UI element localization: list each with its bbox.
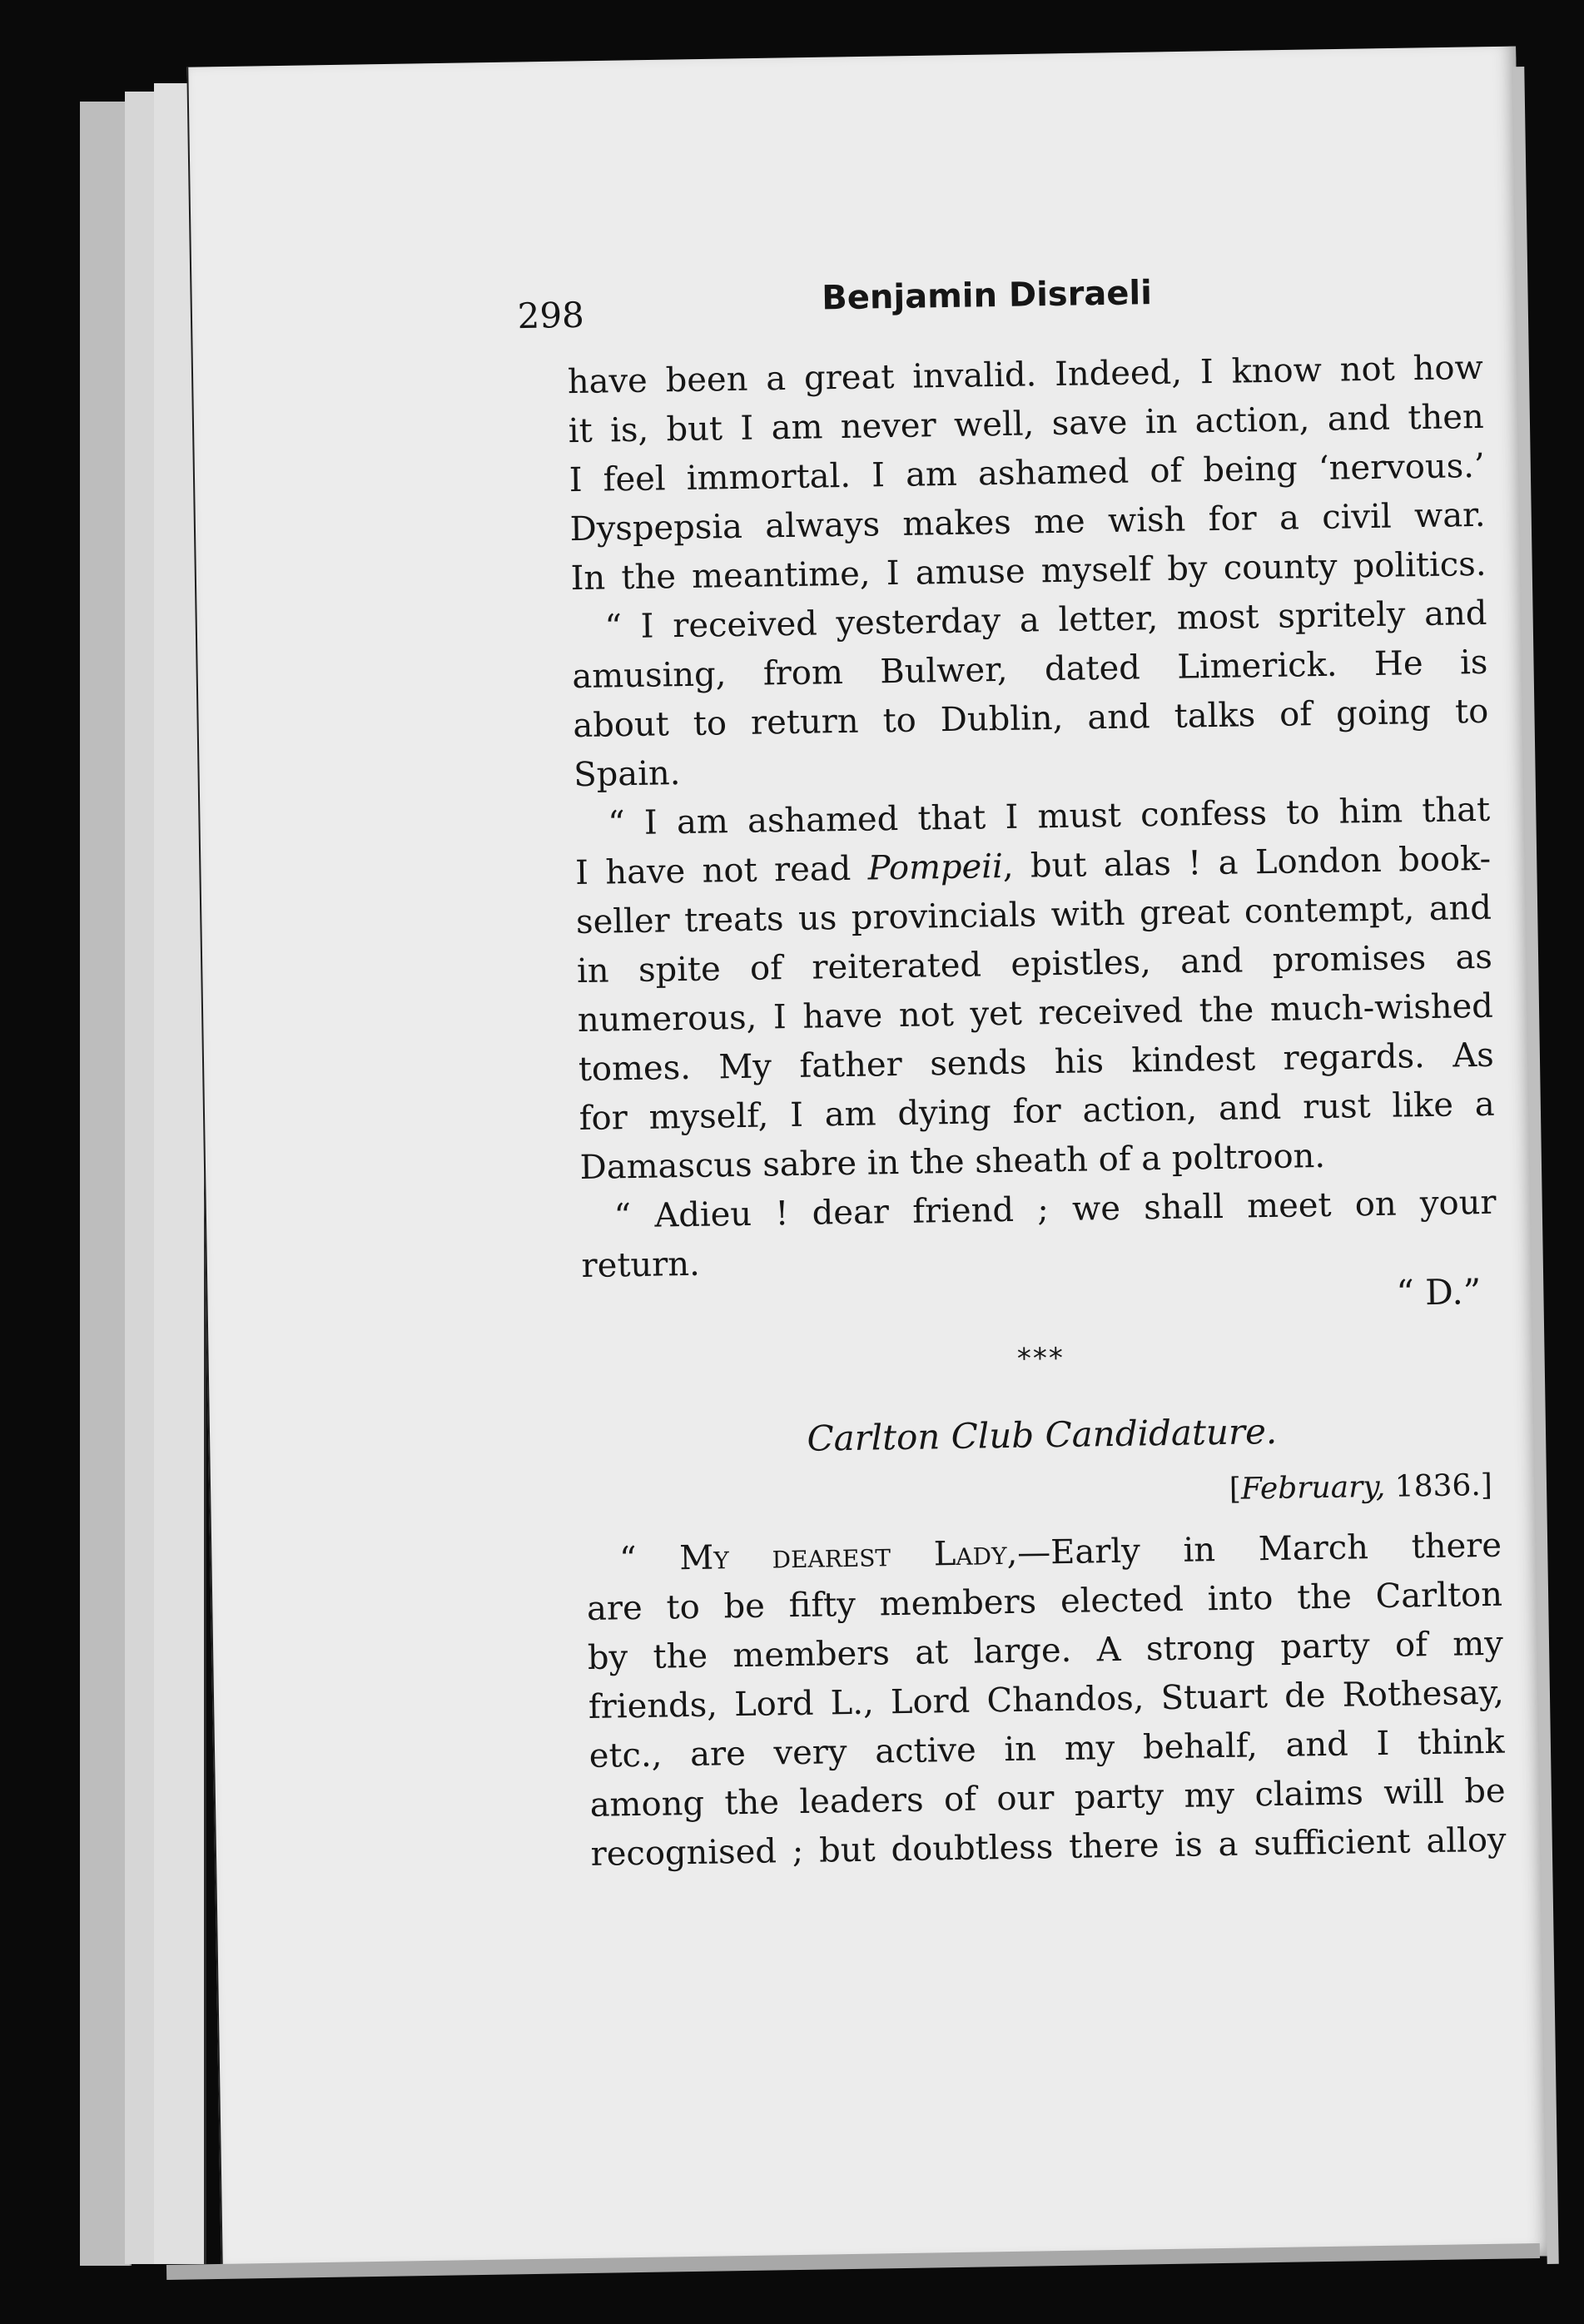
dateline (585, 1461, 1502, 1524)
text-line: tomes. My father sends his kindest regards. As (578, 1035, 1495, 1090)
text-line: by the members at large. A strong party of my (587, 1624, 1504, 1677)
text-line: have been a great invalid. Indeed, I know not how (567, 348, 1484, 402)
text-line: “ I am ashamed that I must confess to him that (607, 790, 1491, 843)
text-line: are to be fifty members elected into the Carlton (586, 1575, 1503, 1628)
text-line: about to return to Dublin, and talks of going to (573, 692, 1489, 746)
text-line: for myself, I am dying for action, and rust like a (578, 1085, 1496, 1139)
running-title: Benjamin Disraeli (821, 274, 1153, 318)
paragraph (571, 589, 1490, 800)
dateline-bracket: [ (1229, 1472, 1242, 1507)
dateline-year: 1836.] (1384, 1467, 1493, 1504)
text-line: return. (581, 1244, 701, 1286)
text-run: I have not read (574, 849, 869, 893)
text-line: “ I received yesterday a letter, most spritely and (604, 593, 1487, 647)
dateline-month: February, (1240, 1469, 1386, 1507)
page-stack-edge (80, 102, 132, 2266)
text-run: —Early in March there (1016, 1526, 1502, 1572)
section-ornament: *** (1016, 1341, 1065, 1376)
text-line: it is, but I am never well, save in action, and then (568, 397, 1485, 451)
text-line: I feel immortal. I am ashamed of being ‘nervous.’ (569, 446, 1485, 500)
paragraph (586, 1522, 1507, 1880)
text-block (362, 266, 1507, 1883)
section-title: Carlton Club Candidature. (807, 1410, 1278, 1459)
text-line: in spite of reiterated epistles, and promises as (576, 937, 1493, 991)
text-line: “ Adieu ! dear friend ; we shall meet on your (613, 1183, 1497, 1236)
text-line: amusing, from Bulwer, dated Limerick. He is (572, 643, 1488, 697)
text-line: etc., are very active in my behalf, and I think (588, 1722, 1506, 1775)
text-line: friends, Lord L., Lord Chandos, Stuart de Rothesay, (588, 1673, 1505, 1726)
text-run: “ (618, 1539, 680, 1579)
text-line: Spain. (573, 754, 681, 795)
letter-body-1 (363, 344, 1507, 1883)
text-line: In the meantime, I amuse myself by county politics. (570, 544, 1487, 598)
paragraph (567, 344, 1486, 603)
text-line: Damascus sabre in the sheath of a poltroon. (579, 1136, 1326, 1188)
text-line: seller treats us provincials with great contempt, and (575, 888, 1492, 942)
signature: “ D.” (1395, 1271, 1482, 1313)
paragraph (574, 786, 1496, 1193)
text-run: , but alas ! a London book- (1002, 839, 1492, 886)
text-line: numerous, I have not yet received the much-wished (577, 986, 1494, 1040)
text-line: recognised ; but doubtless there is a sufficient alloy (590, 1820, 1507, 1874)
salutation: My dearest Lady, (678, 1533, 1018, 1578)
page-number: 298 (517, 294, 585, 337)
text-line: among the leaders of our party my claims will be (589, 1771, 1506, 1825)
text-line: Dyspepsia always makes me wish for a civil war. (569, 495, 1486, 549)
book-title-italic: Pompeii (867, 847, 1004, 888)
